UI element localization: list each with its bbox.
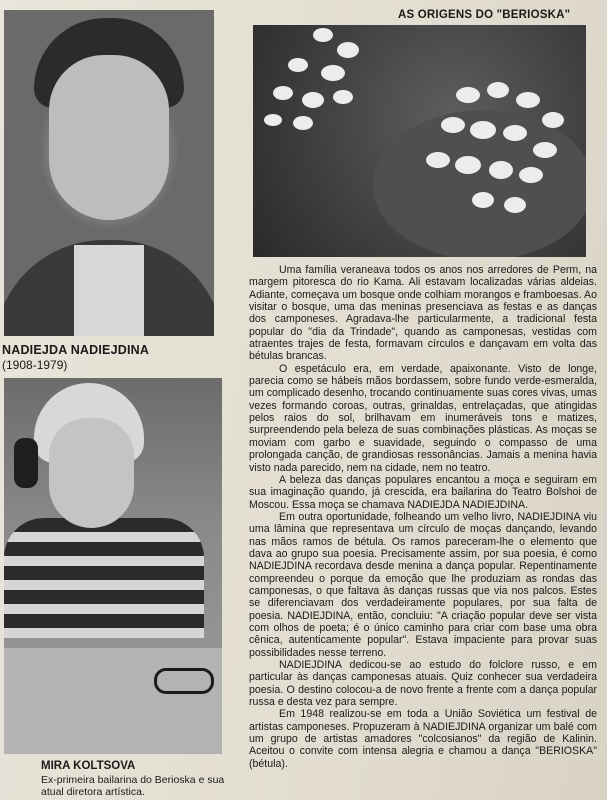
dancers-group-left: [264, 28, 359, 130]
article-body: [249, 264, 597, 770]
caption-dates-nadiejdina: (1908-1979): [2, 358, 68, 372]
caption-name-nadiejdina: NADIEJDA NADIEJDINA: [2, 343, 150, 357]
desk-with-papers: [4, 648, 222, 754]
portrait-photo-nadiejdina: [4, 10, 214, 336]
article-paragraph: Em 1948 realizou-se em toda a União Soviética um festival de artistas camponeses. Propuzeram à NADIEJDINA organizar um balé com um grupo de artistas amadores "colcosianos" da região de Kalinin. Aceitou o convite com intensa alegria e chamou a dança "BERIOSKA" (bétula).: [249, 708, 597, 770]
portrait-face: [49, 55, 169, 220]
eyeglasses: [154, 668, 214, 694]
portrait-photo-koltsova: [4, 378, 222, 754]
dance-formation-illustration: [253, 25, 586, 257]
caption-text-koltsova: Ex-primeira bailarina do Berioska e sua atual diretora artística.: [41, 774, 225, 798]
caption-name-koltsova: MIRA KOLTSOVA: [41, 760, 136, 772]
dance-circle-photo: [253, 25, 586, 257]
portrait-face: [49, 418, 134, 528]
article-paragraph: Em outra oportunidade, folheando um velho livro, NADIEJDINA viu uma lâmina que representava um círculo de moças dançando, levando nas mãos ramos de bétula. Os ramos pareceram-lhe o elemento que dava ao grupo sua poesia. Precisamente assim, por sua poesia, é como NADIEJDINA recordava desde menina a dança popular. Repentinamente compreendeu o porque da emoção que lhe produziam as rondas das camponesas, o que faltava às danças russas que via nos palcos. Estes se diferenciavam dos verdadeiramente populares, por sua falta de poesia. NADIEJDINA, então, concluiu: "A criação popular deve ser vista com olhos de poeta; é o único caminho para criar com base uma obra cênica, autenticamente popular". Estava impaciente para provar suas possibilidades nesse terreno.: [249, 510, 597, 659]
portrait-collar: [74, 245, 144, 336]
telephone-handset: [14, 438, 38, 488]
article-paragraph: A beleza das danças populares encantou a moça e seguiram em sua imaginação quando, já crescida, era bailarina do Teatro Bolshoi de Moscou. Essa moça se chamava NADIEJDA NADIEJDINA.: [249, 473, 597, 511]
section-title: AS ORIGENS DO "BERIOSKA": [398, 9, 571, 21]
portrait-sweater: [4, 518, 204, 638]
article-paragraph: O espetáculo era, em verdade, apaixonante. Visto de longe, parecia como se hábeis mãos bordassem, sobre fundo verde-esmeralda, um complicado desenho, trocando continuamente suas cores vivas, umas vezes formando coroas, outras, grinaldas, entrelaçadas, que atingidas pelos raios do sol, brilhavam em inumeráveis tons e matizes, surpreendendo pela beleza de suas combinações plásticas. As moças se moviam com garbo e suavidade, seguindo o compasso de uma prolongada canção, de grandiosas ressonâncias. Jamais a menina havia visto nada parecido, nem na cidade, nem no teatro.: [249, 362, 597, 474]
article-paragraph: Uma família veraneava todos os anos nos arredores de Perm, na margem pitoresca do rio Kama. Ali estavam localizadas várias aldeias. Adiante, começava um bosque onde colhiam morangos e framboesas. Ao visitar o bosque, uma das meninas presenciava as festas e as danças dos camponeses. Agradava-lhe particularmente, a tradicional festa popular do "dia da Trindade", quando as camponesas, vestidas com atraentes trajes de festa, formavam círculos e dançavam em volta das bétulas brancas.: [249, 264, 597, 363]
article-paragraph: NADIEJDINA dedicou-se ao estudo do folclore russo, e em particular às danças camponesas atuais. Quiz conhecer sua verdadeira poesia. O destino colocou-a de novo frente a frente com a dança popular russa e desta vez para sempre.: [249, 659, 597, 709]
